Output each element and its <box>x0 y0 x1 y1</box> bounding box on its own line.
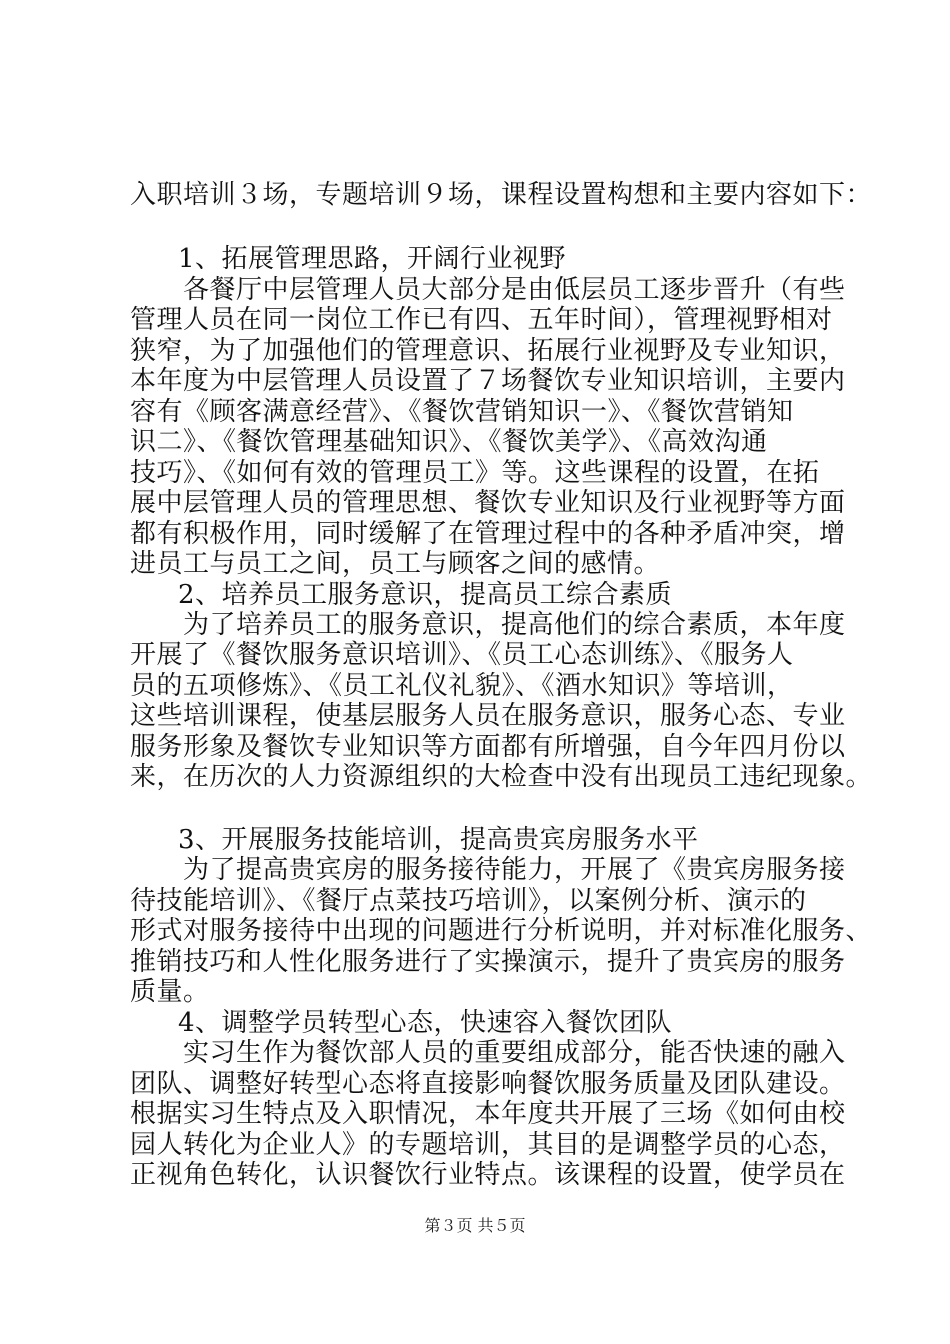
paragraph-line: 这些培训课程，使基层服务人员在服务意识，服务心态、专业 <box>130 701 846 731</box>
paragraph-line: 展中层管理人员的管理思想、餐饮专业知识及行业视野等方面 <box>130 488 846 518</box>
paragraph-line: 根据实习生特点及入职情况，本年度共开展了三场《如何由校 <box>130 1099 846 1129</box>
paragraph-line: 开展了《餐饮服务意识培训》、《员工心态训练》、《服务人 <box>130 640 794 670</box>
paragraph-line: 园人转化为企业人》的专题培训，其目的是调整学员的心态， <box>130 1130 846 1160</box>
paragraph-line: 推销技巧和人性化服务进行了实操演示，提升了贵宾房的服务 <box>130 947 846 977</box>
section-heading-4: 4、调整学员转型心态，快速容入餐饮团队 <box>178 1008 673 1038</box>
paragraph-line: 都有积极作用，同时缓解了在管理过程中的各种矛盾冲突，增 <box>130 519 846 549</box>
section-heading-2: 2、培养员工服务意识，提高员工综合素质 <box>178 580 673 610</box>
paragraph-line: 为了提高贵宾房的服务接待能力，开展了《贵宾房服务接 <box>183 855 846 885</box>
paragraph-line: 质量。 <box>130 977 210 1007</box>
paragraph-line: 狭窄，为了加强他们的管理意识、拓展行业视野及专业知识， <box>130 336 846 366</box>
paragraph-line: 技巧》、《如何有效的管理员工》等。这些课程的设置，在拓 <box>130 458 820 488</box>
section-heading-3: 3、开展服务技能培训，提高贵宾房服务水平 <box>178 825 699 855</box>
paragraph-line: 本年度为中层管理人员设置了７场餐饮专业知识培训，主要内 <box>130 366 846 396</box>
paragraph-line: 各餐厅中层管理人员大部分是由低层员工逐步晋升（有些 <box>183 275 846 305</box>
paragraph-line: 为了培养员工的服务意识，提高他们的综合素质，本年度 <box>183 610 846 640</box>
paragraph-line: 正视角色转化，认识餐饮行业特点。该课程的设置，使学员在 <box>130 1160 846 1190</box>
page-footer: 第３页 共５页 <box>424 1216 526 1235</box>
paragraph-line: 员的五项修炼》、《员工礼仪礼貌》、《酒水知识》等培训， <box>130 671 794 701</box>
paragraph-line: 实习生作为餐饮部人员的重要组成部分，能否快速的融入 <box>183 1038 846 1068</box>
paragraph-line: 待技能培训》、《餐厅点菜技巧培训》，以案例分析、演示的 <box>130 886 807 916</box>
paragraph-line: 容有《顾客满意经营》、《餐饮营销知识一》、《餐饮营销知 <box>130 397 794 427</box>
paragraph-line: 团队、调整好转型心态将直接影响餐饮服务质量及团队建设。 <box>130 1069 846 1099</box>
paragraph-line: 识二》、《餐饮管理基础知识》、《餐饮美学》、《高效沟通 <box>130 427 768 457</box>
paragraph-line: 管理人员在同一岗位工作已有四、五年时间），管理视野相对 <box>130 305 833 335</box>
section-heading-1: 1、拓展管理思路，开阔行业视野 <box>178 244 567 274</box>
paragraph-line: 服务形象及餐饮专业知识等方面都有所增强，自今年四月份以 <box>130 732 846 762</box>
paragraph-line: 进员工与员工之间，员工与顾客之间的感情。 <box>130 549 661 579</box>
paragraph-line: 形式对服务接待中出现的问题进行分析说明，并对标准化服务、 <box>130 916 873 946</box>
paragraph-line: 入职培训３场，专题培训９场，课程设置构想和主要内容如下： <box>130 180 873 210</box>
paragraph-line: 来，在历次的人力资源组织的大检查中没有出现员工违纪现象。 <box>130 762 873 792</box>
